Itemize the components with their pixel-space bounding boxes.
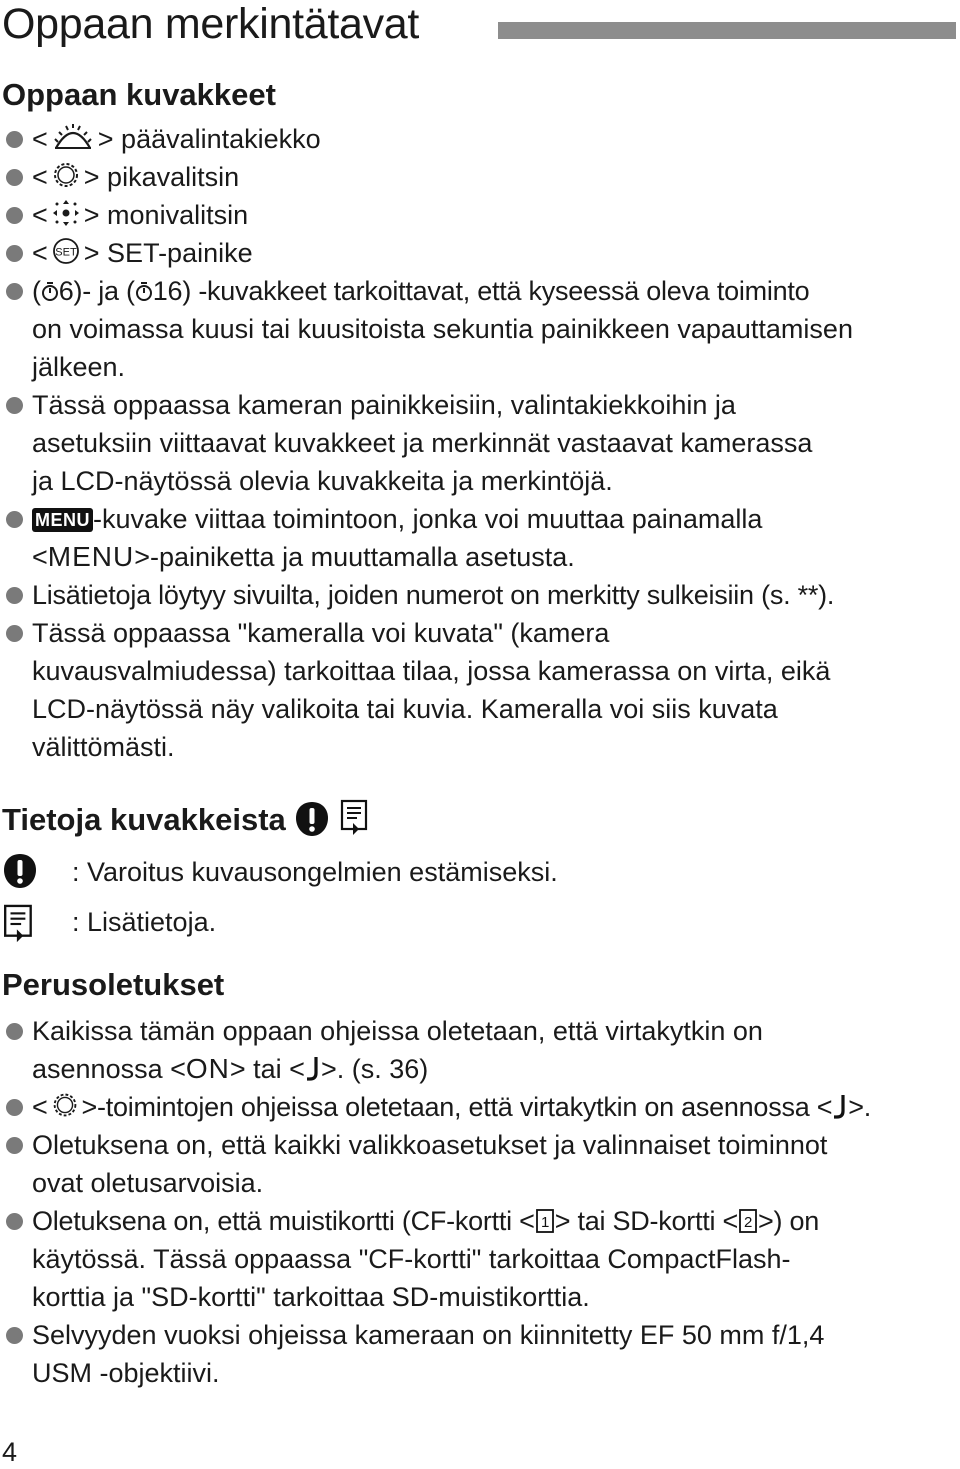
lock-j-icon (832, 1092, 848, 1130)
bullet-dot (6, 1327, 23, 1344)
bullet-dot (6, 587, 23, 604)
bracket-open: < (32, 200, 48, 230)
main-dial-label: > päävalintakiekko (97, 124, 321, 154)
multi-controller-icon (48, 198, 84, 238)
paragraph-line: Oletuksena on, että kaikki valikkoasetukset ja valinnaiset toiminnot (32, 1130, 828, 1160)
text-segment: >) on (758, 1206, 820, 1236)
set-button-label: > SET-painike (83, 238, 253, 268)
warning-description: : Varoitus kuvausongelmien estämiseksi. (72, 857, 558, 887)
title-rule-bar (498, 22, 956, 39)
quick-dial-label: > pikavalitsin (83, 162, 240, 192)
text-segment: >-toimintojen ohjeissa oletetaan, että virtakytkin on asennossa < (81, 1092, 833, 1122)
text-segment: ( (32, 276, 41, 306)
paragraph-line: Kaikissa tämän oppaan ohjeissa oletetaan, että virtakytkin on (32, 1016, 763, 1046)
timer-6-value: 6 (58, 276, 74, 306)
timer-16-value: 16 (152, 276, 183, 306)
paragraph-line: jälkeen. (32, 352, 126, 382)
bullet-dot (6, 511, 23, 528)
paragraph-line: korttia ja "SD-kortti" tarkoittaa SD-muistikorttia. (32, 1282, 590, 1312)
paragraph-line: LCD-näytössä näy valikoita tai kuvia. Kameralla voi siis kuvata (32, 694, 778, 724)
main-dial-icon (48, 122, 98, 162)
paragraph-line: kuvausvalmiudessa) tarkoittaa tilaa, jossa kamerassa on virta, eikä (32, 656, 831, 686)
title-row (0, 0, 960, 50)
paragraph-line: Tässä oppaassa "kameralla voi kuvata" (kamera (32, 618, 610, 648)
text-segment: > tai < (229, 1054, 305, 1084)
lock-j-icon (305, 1054, 321, 1092)
paragraph-line: välittömästi. (32, 732, 175, 762)
cf-card-number: 1 (540, 1214, 549, 1231)
note-description: : Lisätietoja. (72, 907, 217, 937)
paragraph-line: asetuksiin viittaavat kuvakkeet ja merkinnät vastaavat kamerassa (32, 428, 813, 458)
bracket-open: < (32, 124, 48, 154)
bullet-dot (6, 207, 23, 224)
paragraph-line: Selvyyden vuoksi ohjeissa kameraan on kiinnitetty EF 50 mm f/1,4 (32, 1320, 825, 1350)
set-button-icon (48, 236, 84, 276)
bracket-open: < (32, 238, 48, 268)
bullet-dot (6, 397, 23, 414)
section-heading-defaults: Perusoletukset (2, 967, 225, 1002)
bullet-dot (6, 625, 23, 642)
page-number: 4 (2, 1437, 18, 1467)
timer-icon (41, 276, 59, 314)
cf-card-icon (535, 1206, 555, 1244)
bullet-dot (6, 283, 23, 300)
bracket-open: < (32, 162, 48, 192)
text-segment: ) -kuvakkeet tarkoittavat, että kyseessä oleva toiminto (182, 276, 810, 306)
timer-icon (135, 276, 153, 314)
paragraph-line: Lisätietoja löytyy sivuilta, joiden numerot on merkitty sulkeisiin (s. **). (32, 580, 835, 610)
section-heading-text: Tietoja kuvakkeista (2, 802, 286, 837)
bullet-dot (6, 1023, 23, 1040)
page-title: Oppaan merkintätavat (2, 0, 420, 48)
text-segment: )- ja ( (73, 276, 135, 306)
note-icon (2, 902, 36, 951)
text-segment: asennossa < (32, 1054, 186, 1084)
paragraph-line: on voimassa kuusi tai kuusitoista sekuntia painikkeen vapauttamisen (32, 314, 853, 344)
note-icon (339, 798, 371, 847)
section-heading-about-icons (2, 798, 371, 847)
paragraph-line: USM -objektiivi. (32, 1358, 220, 1388)
paragraph-line: ja LCD-näytössä olevia kuvakkeita ja merkintöjä. (32, 466, 613, 496)
text-segment: < (32, 1092, 48, 1122)
section-heading-icons: Oppaan kuvakkeet (2, 77, 276, 112)
quick-control-dial-icon (48, 1090, 82, 1130)
text-segment: >. (848, 1092, 872, 1122)
bullet-dot (6, 169, 23, 186)
bullet-dot (6, 1137, 23, 1154)
bullet-dot (6, 1099, 23, 1116)
warning-icon (294, 800, 330, 847)
bullet-dot (6, 245, 23, 262)
paragraph-line: Tässä oppaassa kameran painikkeisiin, valintakiekkoihin ja (32, 390, 736, 420)
text-segment: < (32, 542, 48, 572)
menu-icon: MENU (32, 508, 93, 532)
svg-text:SET: SET (55, 246, 77, 259)
bullet-dot (6, 1213, 23, 1230)
on-position-label: ON (185, 1053, 230, 1084)
multi-controller-label: > monivalitsin (83, 200, 249, 230)
warning-icon (2, 852, 38, 895)
text-segment: -kuvake viittaa toimintoon, jonka voi muuttaa painamalla (93, 504, 763, 534)
quick-control-dial-icon (48, 160, 84, 200)
text-segment: >. (s. 36) (320, 1054, 429, 1084)
paragraph-line: ovat oletusarvoisia. (32, 1168, 264, 1198)
menu-button-label: MENU (47, 541, 135, 572)
text-segment: Oletuksena on, että muistikortti (CF-kortti < (32, 1206, 535, 1236)
sd-card-icon (738, 1206, 758, 1244)
text-segment: > tai SD-kortti < (554, 1206, 739, 1236)
paragraph-line: käytössä. Tässä oppaassa "CF-kortti" tarkoittaa CompactFlash- (32, 1244, 791, 1274)
text-segment: >-painiketta ja muuttamalla asetusta. (134, 542, 575, 572)
bullet-dot (6, 131, 23, 148)
sd-card-number: 2 (743, 1214, 753, 1231)
